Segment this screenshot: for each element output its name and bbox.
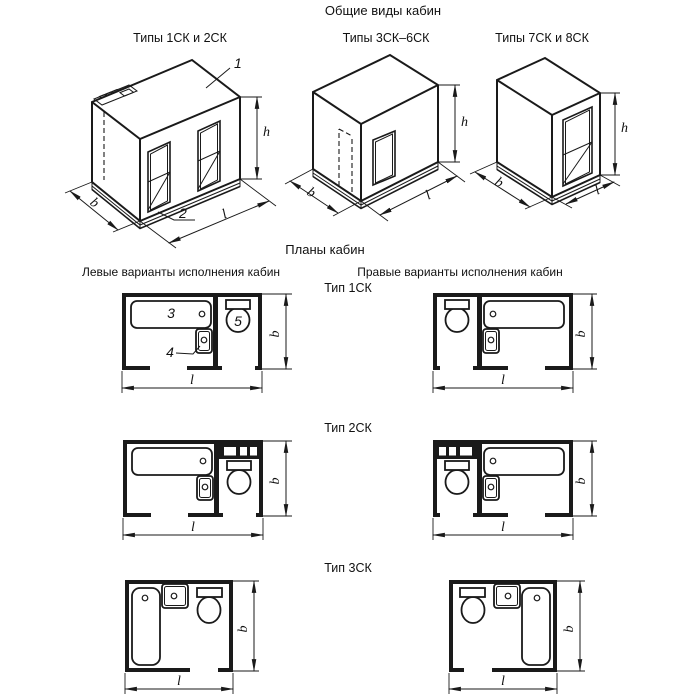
left-column-header: Левые варианты исполнения кабин (81, 265, 281, 279)
toilet (197, 588, 222, 623)
toilet (445, 461, 469, 494)
dimension-l (125, 673, 233, 694)
dim-label-l: l (501, 520, 505, 535)
door-opening-left (148, 142, 170, 212)
washbasin (196, 329, 212, 353)
door-opening (373, 131, 395, 185)
ventilation-unit (219, 444, 259, 459)
sheet-title: Общие виды кабин (324, 3, 442, 18)
dim-label-h: h (263, 125, 270, 140)
general-view-types-3sk-6sk (285, 55, 468, 221)
callout-number-toilet: 5 (234, 313, 242, 329)
dimension-l (122, 371, 262, 393)
dimension-b (573, 294, 597, 369)
dim-label-l: l (219, 207, 230, 223)
view3-title: Типы 7СК и 8СК (495, 31, 589, 45)
bathtub (132, 448, 212, 475)
dim-label-l: l (177, 674, 181, 689)
general-view-types-1sk-2sk (65, 55, 276, 248)
dim-label-l: l (423, 188, 434, 204)
dimension-h (240, 97, 270, 179)
plan-type-1sk-left (122, 293, 292, 393)
view2-title: Типы 3СК–6СК (342, 31, 430, 45)
bathtub (132, 588, 160, 665)
washbasin (494, 584, 520, 608)
dimension-b (470, 162, 552, 209)
dim-label-h: h (621, 121, 628, 136)
callout-number-washbasin: 4 (166, 344, 174, 360)
washbasin (162, 584, 188, 608)
dim-label-b: b (562, 625, 577, 633)
dimension-l (433, 518, 573, 540)
dim-label-l: l (190, 373, 194, 388)
ventilation-unit (437, 444, 477, 459)
dim-label-b: b (236, 625, 251, 633)
type-2sk-label: Тип 2СК (324, 421, 372, 435)
dimension-l (449, 673, 557, 694)
toilet (445, 300, 469, 332)
general-view-types-7sk-8sk (470, 58, 628, 209)
plan-type-2sk-left (123, 440, 292, 540)
door-opening (563, 107, 592, 186)
dimension-b (233, 581, 259, 671)
view1-title: Типы 1СК и 2СК (133, 31, 227, 45)
type-3sk-label: Тип 3СК (324, 561, 372, 575)
callout-number-bathtub: 3 (167, 305, 175, 321)
dimension-b (262, 294, 292, 369)
plan-type-2sk-right (433, 440, 597, 540)
bathtub (484, 301, 564, 328)
right-column-header: Правые варианты исполнения кабин (357, 265, 563, 279)
dim-label-b: b (268, 477, 283, 485)
dim-label-h: h (461, 115, 468, 130)
dim-label-l: l (501, 674, 505, 689)
dimension-l (433, 371, 573, 393)
hidden-door-dashed (339, 129, 352, 192)
washbasin (197, 476, 213, 500)
door-opening-right (198, 121, 220, 191)
dim-label-l: l (592, 183, 603, 199)
dim-label-l: l (501, 373, 505, 388)
dimension-b (573, 441, 597, 516)
washbasin (483, 476, 499, 500)
dimension-b (263, 441, 292, 516)
dim-label-b: b (268, 330, 283, 338)
plan-type-3sk-left (125, 580, 259, 694)
callout-leader-1 (206, 68, 230, 88)
dim-label-b: b (303, 184, 319, 202)
dim-label-l: l (191, 520, 195, 535)
type-1sk-label: Тип 1СК (324, 281, 372, 295)
toilet (227, 461, 251, 494)
plan-type-3sk-right (449, 580, 585, 694)
dimension-l (361, 162, 465, 221)
bathtub (484, 448, 564, 475)
plans-section-title: Планы кабин (285, 242, 365, 257)
dimension-h (438, 85, 468, 162)
callout-number-roof-panel: 1 (234, 55, 242, 71)
dim-label-b: b (574, 330, 589, 338)
washbasin (483, 329, 499, 353)
dimension-b (557, 581, 585, 671)
toilet (460, 588, 485, 623)
dim-label-b: b (86, 195, 102, 212)
callout-number-base: 2 (179, 205, 187, 221)
dimension-h (600, 93, 628, 175)
dim-label-b: b (491, 174, 506, 192)
plan-type-1sk-right (433, 293, 597, 393)
roof-ventilation-panel (94, 85, 137, 105)
dimension-l (123, 518, 263, 540)
dim-label-b: b (574, 477, 589, 485)
bathtub (522, 588, 550, 665)
